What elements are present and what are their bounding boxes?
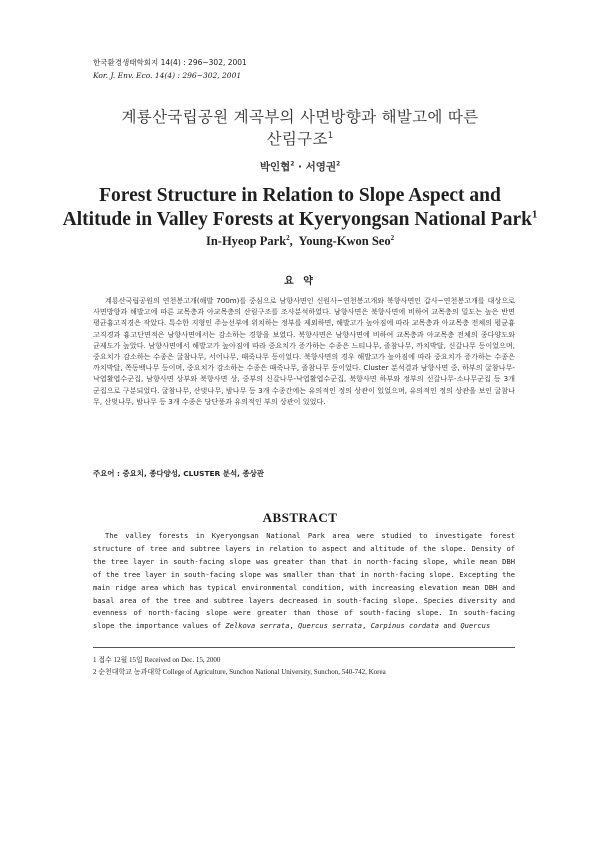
abstract-separator-1: , [289,621,299,631]
korean-author-separator: · [298,161,302,173]
abstract-separator-3: and [438,621,461,631]
korean-title-footnote-mark: 1 [327,130,334,141]
english-title-line1: Forest Structure in Relation to Slope Aspect and [99,185,501,206]
journal-citation-korean: 한국환경생태학회지 14(4) : 296~302, 2001 [93,58,247,67]
korean-author-2-mark: 2 [336,161,341,168]
footnote-affiliation: 2 순천대학교 농과대학 College of Agriculture, Sunchon National University, Sunchon, 540-742, Korea [93,668,386,676]
korean-title-line2-text: 산림구조 [266,130,328,148]
korean-abstract-heading: 요 약 [284,276,316,287]
korean-author-2: 서영권 [305,161,337,173]
english-author-separator: , [289,234,293,248]
english-author-1: In-Hyeop Park [205,234,287,248]
korean-title-line2 [60,128,540,150]
english-author-1-mark: 2 [286,234,290,242]
footnote-divider [93,647,515,648]
footnote-received: 1 접수 12월 15일 Received on Dec. 15, 2000 [93,656,221,664]
korean-authors [60,159,540,174]
species-zelkova-serrata: Zelkova serrata [225,621,290,631]
abstract-text [93,530,515,633]
korean-abstract-text: 계룡산국립공원의 연천봉고개(해발 700m)를 중심으로 남향사면인 신원사~연천봉고개와 북향사면인 갑사~연천봉고개를 대상으로 사면방향과 해발고에 따른 교목층과 아교목층의 산림구조를 조사분석하였다. 남향사면은 북향사면에 비하여 교목층의 밀도는 높은 반면 평균흉고직경은 작았다. 특수한 지형인 주능선부에 위치하는 정부를 제외하면, 해발고가 높아짐에 따라 교목층과 아교목층 전체의 평균흉고직경과 흉고단면적은 남향사면에서는 감소하는 경향을 보였다. 북향사면은 남향사면에 비하여 교목층과 아교목층 전체의 종다양도와 균제도가 높았다. 남향사면에서 해발고가 높아짐에 따라 중요치가 증가하는 수종은 느티나무, 졸참나무, 까치박달, 신갈나무 등이었으며, 중요치가 감소하는 수종은 굴참나무, 서어나무, 때죽나무 등이었다. 북향사면의 경우 해발고가 높아짐에 따라 중요치가 증가하는 수종은 까치박달, 쪽동백나무 등이며, 중요치가 감소하는 수종은 때죽나무, 졸참나무 등이었다. Cluster 분석결과 남향사면 중, 하부의 굴참나무-낙엽활엽수군집, 남향사면 상부와 북향사면 상, 중부의 신갈나무-낙엽활엽수군집, 북향사면 하부와 정부의 신갈나무-소나무군집 등 3개 군집으로 구분되었다. 굴참나무, 산벚나무, 밤나무 등 3개 수종간에는 유의적인 정의 상관이 있었으며, 유의적인 정의 상관을 보인 굴참나무, 산벚나무, 밤나무 등 3개 수종은 당단풍과 유의적인 부의 상관이 있었다. [93,296,515,406]
english-title-line2-text: Altitude in Valley Forests at Kyeryongsan National Park [62,209,532,230]
english-title-footnote-mark: 1 [531,208,538,221]
species-quercus-serrata: Quercus serrata [298,621,363,631]
abstract-heading: ABSTRACT [262,510,338,525]
english-authors [60,234,540,249]
korean-keywords: 주요어 : 중요치, 종다양성, CLUSTER 분석, 종상관 [93,469,264,478]
korean-author-1-mark: 2 [290,161,295,168]
species-carpinus-cordata: Carpinus cordata [370,621,439,631]
english-author-2-mark: 2 [390,234,395,242]
journal-citation-english: Kor. J. Env. Eco. 14(4) : 296~302, 2001 [93,71,242,80]
species-quercus: Quercus [460,621,491,631]
abstract-separator-2: , [362,621,371,631]
english-title-line2 [50,208,550,232]
korean-title-line1: 계룡산국립공원 계곡부의 사면방향과 해발고에 따른 [121,108,479,126]
abstract-body: The valley forests in Kyeryongsan National Park area were studied to investigate forest structure of tree and subtree layers in relation to aspect and altitude of the slope. Density of the tree layer in south-facing slope was greater than that in north-facing slope, while mean DBH of the tree layer in south-facing slope was smaller than that in north-facing slope. Excepting the main ridge area which has typical environmental condition, with increasing elevation mean DBH and basal area of the tree and subtree layers decreased in south-facing slope. Species diversity and evenness of north-facing slope were greater than those of south-facing slope. In south-facing slope the importance values of [93,531,515,631]
english-author-2: Young-Kwon Seo [298,234,391,248]
korean-author-1: 박인협 [259,161,291,173]
